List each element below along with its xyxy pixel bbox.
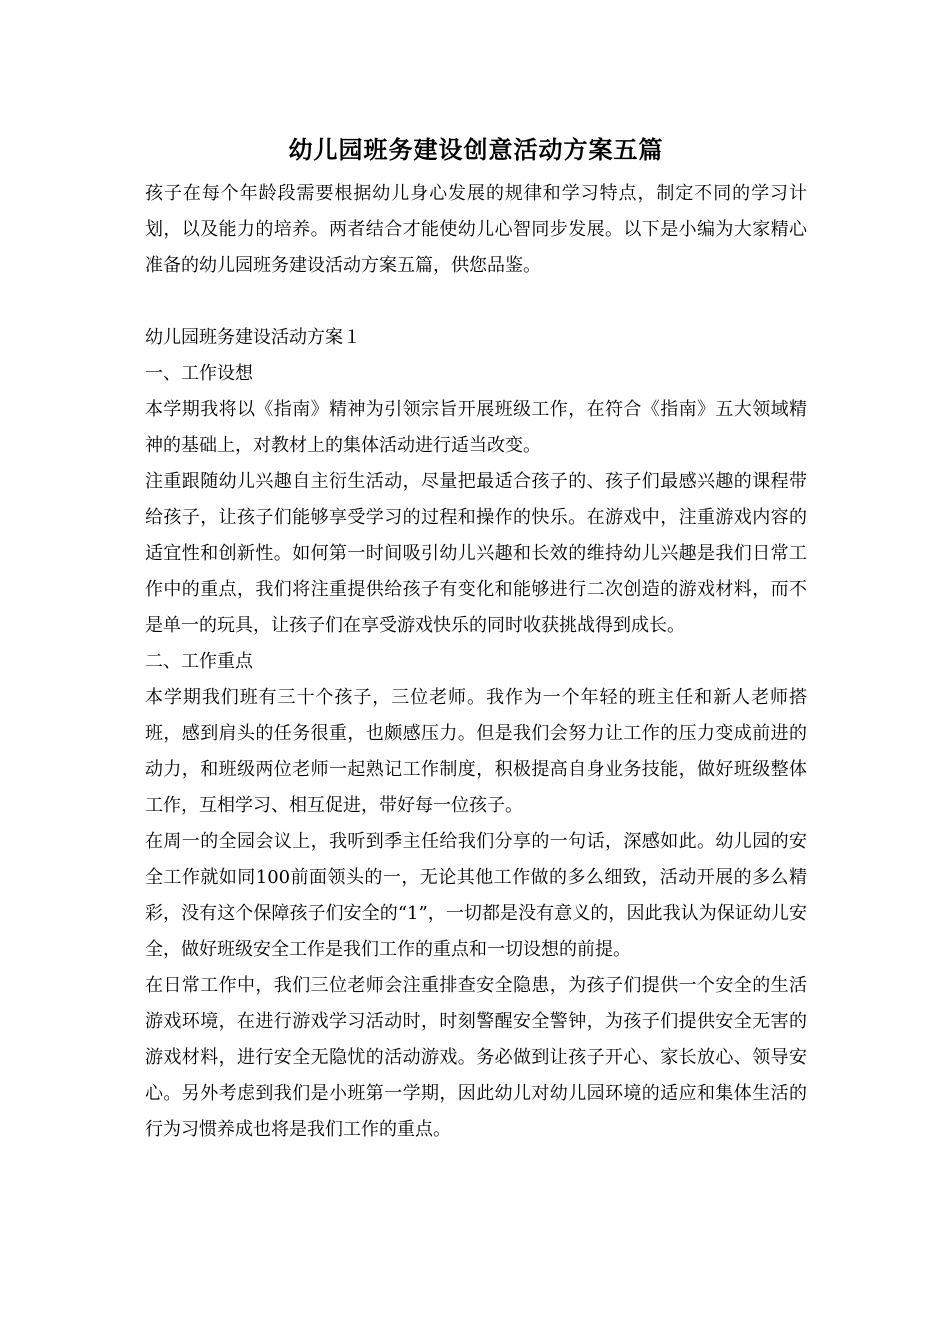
paragraph-1: 本学期我将以《指南》精神为引领宗旨开展班级工作，在符合《指南》五大领域精神的基础上，对教材上的集体活动进行适当改变。 — [145, 399, 807, 456]
paragraph-4: 在周一的全园会议上，我听到季主任给我们分享的一句话，深感如此。幼儿园的安全工作就如同100前面领头的一，无论其他工作做的多么细致，活动开展的多么精彩，没有这个保障孩子们安全的“1”，一切都是没有意义的，因此我认为保证幼儿安全，做好班级安全工作是我们工作的重点和一切设想的前提。 — [145, 831, 807, 960]
heading-work-focus: 二、工作重点 — [145, 651, 253, 672]
section-title: 幼儿园班务建设活动方案１ — [145, 327, 361, 348]
paragraph-3: 本学期我们班有三十个孩子，三位老师。我作为一个年轻的班主任和新人老师搭班，感到肩头的任务很重，也颇感压力。但是我们会努力让工作的压力变成前进的动力，和班级两位老师一起熟记工作制度，积极提高自身业务技能，做好班级整体工作，互相学习、相互促进，带好每一位孩子。 — [145, 687, 807, 816]
paragraph-5: 在日常工作中，我们三位老师会注重排查安全隐患，为孩子们提供一个安全的生活游戏环境，在进行游戏学习活动时，时刻警醒安全警钟，为孩子们提供安全无害的游戏材料，进行安全无隐忧的活动游戏。务必做到让孩子开心、家长放心、领导安心。另外考虑到我们是小班第一学期，因此幼儿对幼儿园环境的适应和集体生活的行为习惯养成也将是我们工作的重点。 — [145, 975, 807, 1140]
heading-work-plan: 一、工作设想 — [145, 363, 253, 384]
paragraph-spacer — [145, 284, 807, 320]
paragraph-2: 注重跟随幼儿兴趣自主衍生活动，尽量把最适合孩子的、孩子们最感兴趣的课程带给孩子，让孩子们能够享受学习的过程和操作的快乐。在游戏中，注重游戏内容的适宜性和创新性。如何第一时间吸引幼儿兴趣和长效的维持幼儿兴趣是我们日常工作中的重点，我们将注重提供给孩子有变化和能够进行二次创造的游戏材料，而不是单一的玩具，让孩子们在享受游戏快乐的同时收获挑战得到成长。 — [145, 471, 807, 636]
intro-paragraph: 孩子在每个年龄段需要根据幼儿身心发展的规律和学习特点，制定不同的学习计划，以及能力的培养。两者结合才能使幼儿心智同步发展。以下是小编为大家精心准备的幼儿园班务建设活动方案五篇，供您品鉴。 — [145, 183, 807, 276]
document-page — [145, 128, 807, 1148]
document-title: 幼儿园班务建设创意活动方案五篇 — [288, 135, 664, 164]
